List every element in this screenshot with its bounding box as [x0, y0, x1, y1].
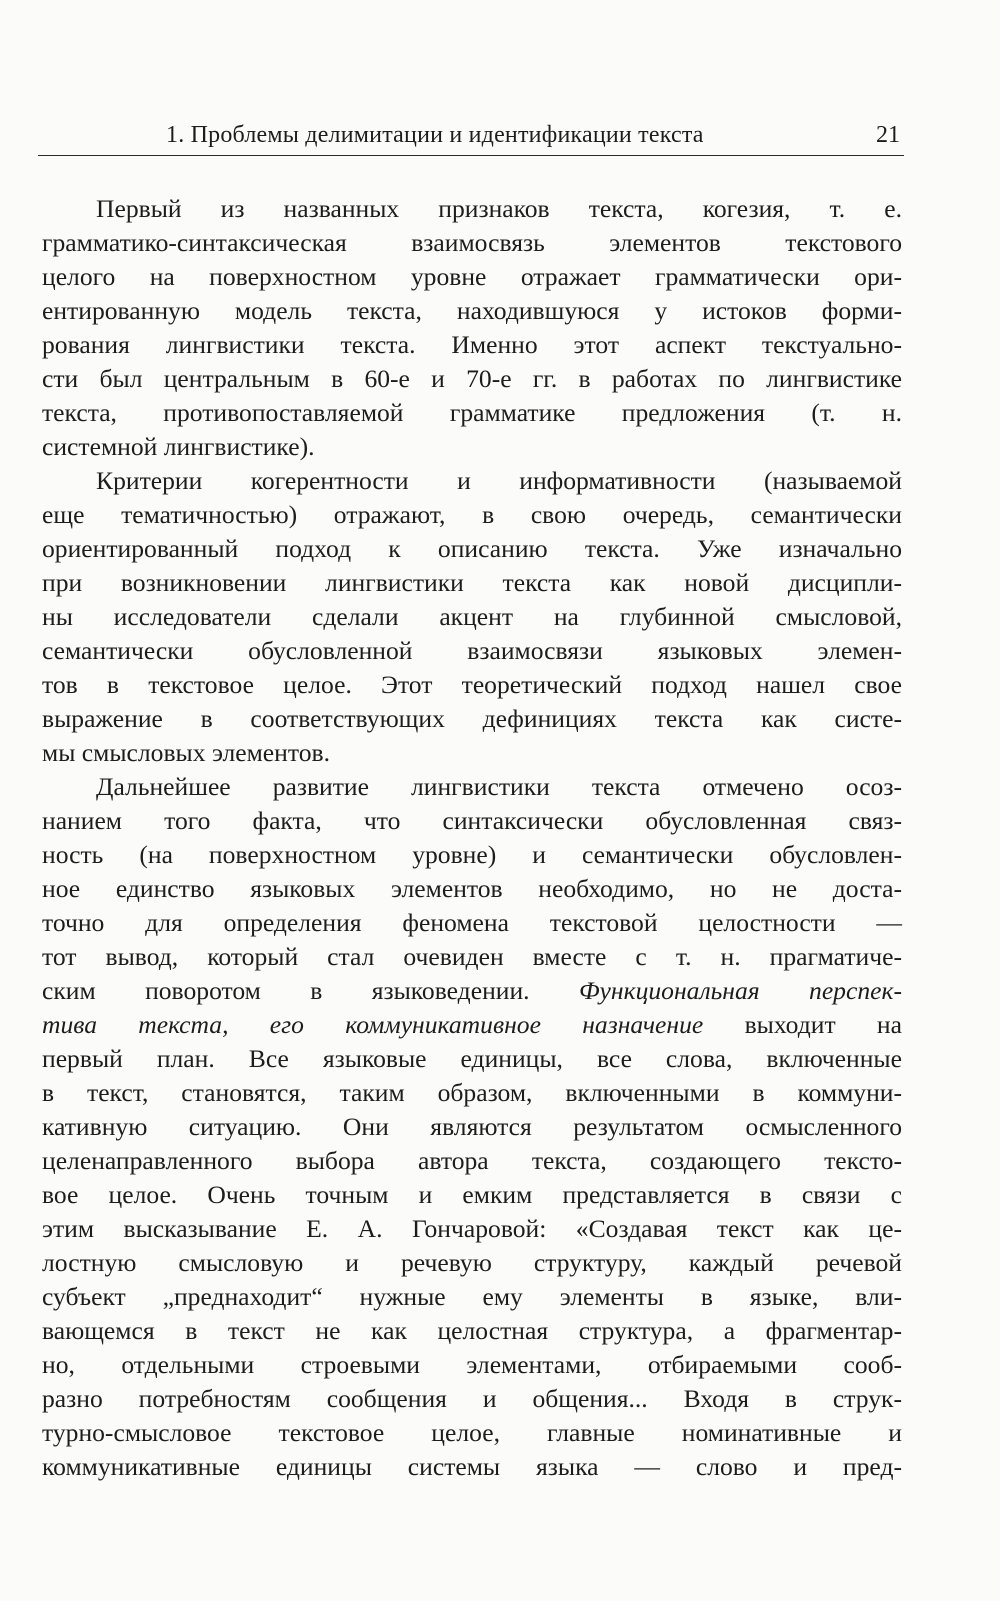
text-line: кативную ситуацию. Они являются результатом осмысленного: [42, 1112, 902, 1141]
text-line: при возникновении лингвистики текста как новой дисципли-: [42, 568, 902, 597]
text-line: мы смысловых элементов.: [42, 738, 330, 767]
text-line: системной лингвистике).: [42, 432, 315, 461]
text-line: первый план. Все языковые единицы, все слова, включенные: [42, 1044, 902, 1073]
text-line: целого на поверхностном уровне отражает грамматически ори-: [42, 262, 902, 291]
text-line-mixed: [42, 974, 902, 1008]
text-line: целенаправленного выбора автора текста, создающего тексто-: [42, 1146, 902, 1175]
text-line: грамматико-синтаксическая взаимосвязь элементов текстового: [42, 228, 902, 257]
text-line: турно-смысловое текстовое целое, главные номинативные и: [42, 1418, 902, 1447]
text-line: ориентированный подход к описанию текста. Уже изначально: [42, 534, 902, 563]
text-line: еще тематичностью) отражают, в свою очередь, семантически: [42, 500, 902, 529]
text-line: семантически обусловленной взаимосвязи языковых элемен-: [42, 636, 902, 665]
text-line: этим высказывание Е. А. Гончаровой: «Создавая текст как це-: [42, 1214, 902, 1243]
running-header: [38, 116, 904, 156]
text-line: ное единство языковых элементов необходимо, но не доста-: [42, 874, 902, 903]
text-line: сти был центральным в 60-е и 70-е гг. в работах по лингвистике: [42, 364, 902, 393]
text-line: в текст, становятся, таким образом, включенными в коммуни-: [42, 1078, 902, 1107]
paragraph-3: [42, 770, 902, 1484]
text-line: Критерии когерентности и информативности (называемой: [96, 466, 902, 495]
italic-emphasis: тива текста, его коммуникативное назначение: [42, 1010, 704, 1039]
text-line: Первый из названных признаков текста, когезия, т. е.: [96, 194, 902, 223]
text-line: рования лингвистики текста. Именно этот аспект текстуально-: [42, 330, 902, 359]
text-line: Дальнейшее развитие лингвистики текста отмечено осоз-: [96, 772, 902, 801]
text-line: выражение в соответствующих дефинициях текста как систе-: [42, 704, 902, 733]
text-line: вающемся в текст не как целостная структура, а фрагментар-: [42, 1316, 902, 1345]
text-segment: ским поворотом в языковедении.: [42, 976, 530, 1005]
paragraph-1: [42, 192, 902, 464]
text-line: субъект „преднаходит“ нужные ему элементы в языке, вли-: [42, 1282, 902, 1311]
text-line: вое целое. Очень точным и емким представляется в связи с: [42, 1180, 902, 1209]
italic-emphasis: Функциональная перспек-: [578, 976, 902, 1005]
text-line: нанием того факта, что синтаксически обусловленная связ-: [42, 806, 902, 835]
text-line: текста, противопоставляемой грамматике предложения (т. н.: [42, 398, 902, 427]
paragraph-2: [42, 464, 902, 770]
text-line: ентированную модель текста, находившуюся у истоков форми-: [42, 296, 902, 325]
header-title: 1. Проблемы делимитации и идентификации текста: [166, 122, 704, 148]
text-line: точно для определения феномена текстовой целостности —: [42, 908, 902, 937]
text-line: ность (на поверхностном уровне) и семантически обусловлен-: [42, 840, 902, 869]
text-line: тов в текстовое целое. Этот теоретический подход нашел свое: [42, 670, 902, 699]
text-line: коммуникативные единицы системы языка — слово и пред-: [42, 1452, 902, 1481]
text-line: ны исследователи сделали акцент на глубинной смысловой,: [42, 602, 902, 631]
text-line: но, отдельными строевыми элементами, отбираемыми сооб-: [42, 1350, 902, 1379]
text-line-mixed: [42, 1008, 902, 1042]
text-segment: выходит на: [744, 1010, 902, 1039]
text-line: лостную смысловую и речевую структуру, каждый речевой: [42, 1248, 902, 1277]
page-number: 21: [876, 122, 900, 148]
text-line: тот вывод, который стал очевиден вместе с т. н. прагматиче-: [42, 942, 902, 971]
body-text: [42, 192, 902, 1484]
text-line: разно потребностям сообщения и общения... Входя в струк-: [42, 1384, 902, 1413]
